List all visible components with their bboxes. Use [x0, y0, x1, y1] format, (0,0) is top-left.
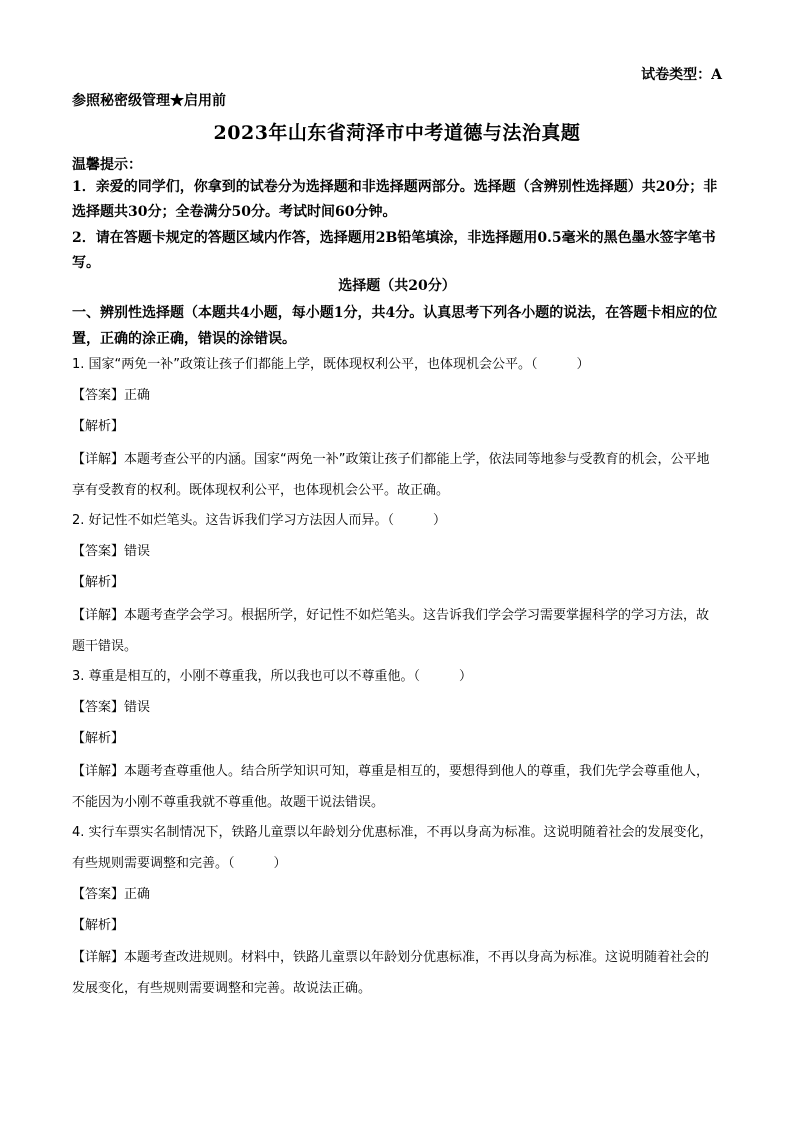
question-3-answer: [72, 692, 722, 723]
answer-label: 【答案】: [72, 388, 125, 403]
question-1-answer: [72, 380, 722, 411]
section-title: 选择题（共20分）: [338, 278, 456, 294]
answer-label: 【答案】: [72, 887, 125, 902]
part-heading: 一、辨别性选择题（本题共4小题，每小题1分，共4分。认真思考下列各小题的说法，在答题卡相应的位置，正确的涂正确，错误的涂错误。: [72, 305, 718, 347]
detail-text: 本题考查改进规则。材料中，铁路儿童票以年龄划分优惠标准，不再以身高为标准。这说明随着社会的发展变化，有些规则需要调整和完善。故说法正确。: [72, 950, 710, 996]
question-2-stem: 2. 好记性不如烂笔头。这告诉我们学习方法因人而异。（ ）: [72, 513, 447, 528]
question-3-detail: [72, 756, 722, 818]
question-2-detail: [72, 600, 722, 662]
question-3-analysis: 【解析】: [72, 731, 125, 746]
detail-label: 【详解】: [72, 452, 125, 467]
answer-label: 【答案】: [72, 544, 125, 559]
detail-label: 【详解】: [72, 608, 125, 623]
detail-text: 本题考查尊重他人。结合所学知识可知，尊重是相互的，要想得到他人的尊重，我们先学会尊重他人，不能因为小刚不尊重我就不尊重他。故题干说法错误。: [72, 764, 710, 810]
answer-value: 正确: [124, 388, 151, 403]
answer-value: 错误: [124, 544, 151, 559]
question-1-detail: [72, 444, 722, 506]
detail-label: 【详解】: [72, 950, 125, 965]
secret-level: 参照秘密级管理★启用前: [72, 93, 226, 109]
answer-label: 【答案】: [72, 700, 125, 715]
answer-value: 错误: [124, 700, 151, 715]
question-4-answer: [72, 879, 722, 910]
answer-value: 正确: [124, 887, 151, 902]
question-4-analysis: 【解析】: [72, 918, 125, 933]
detail-label: 【详解】: [72, 764, 125, 779]
tip-1: 1．亲爱的同学们，你拿到的试卷分为选择题和非选择题两部分。选择题（含辨别性选择题）共20分；非选择题共30分；全卷满分50分。考试时间60分钟。: [72, 179, 718, 220]
question-3-stem: 3. 尊重是相互的，小刚不尊重我，所以我也可以不尊重他。（ ）: [72, 669, 473, 684]
question-1-stem: 1. 国家“两免一补”政策让孩子们都能上学，既体现权利公平，也体现机会公平。（ ）: [72, 357, 590, 372]
question-1-analysis: 【解析】: [72, 419, 125, 434]
detail-text: 本题考查学会学习。根据所学，好记性不如烂笔头。这告诉我们学会学习需要掌握科学的学习方法，故题干错误。: [72, 608, 710, 654]
question-4-stem: 4. 实行车票实名制情况下，铁路儿童票以年龄划分优惠标准，不再以身高为标准。这说明随着社会的发展变化，有些规则需要调整和完善。（ ）: [72, 825, 713, 871]
question-2-answer: [72, 536, 722, 567]
page-title: 2023年山东省菏泽市中考道德与法治真题: [213, 122, 581, 144]
paper-type: 试卷类型：A: [641, 67, 722, 83]
question-2-analysis: 【解析】: [72, 575, 125, 590]
detail-text: 本题考查公平的内涵。国家“两免一补”政策让孩子们都能上学，依法同等地参与受教育的机会，公平地享有受教育的权利。既体现权利公平，也体现机会公平。故正确。: [72, 452, 710, 498]
tips-heading: 温馨提示：: [72, 157, 142, 173]
question-4-detail: [72, 942, 722, 1004]
tip-2: 2．请在答题卡规定的答题区域内作答，选择题用2B铅笔填涂，非选择题用0.5毫米的黑色墨水签字笔书写。: [72, 230, 716, 271]
